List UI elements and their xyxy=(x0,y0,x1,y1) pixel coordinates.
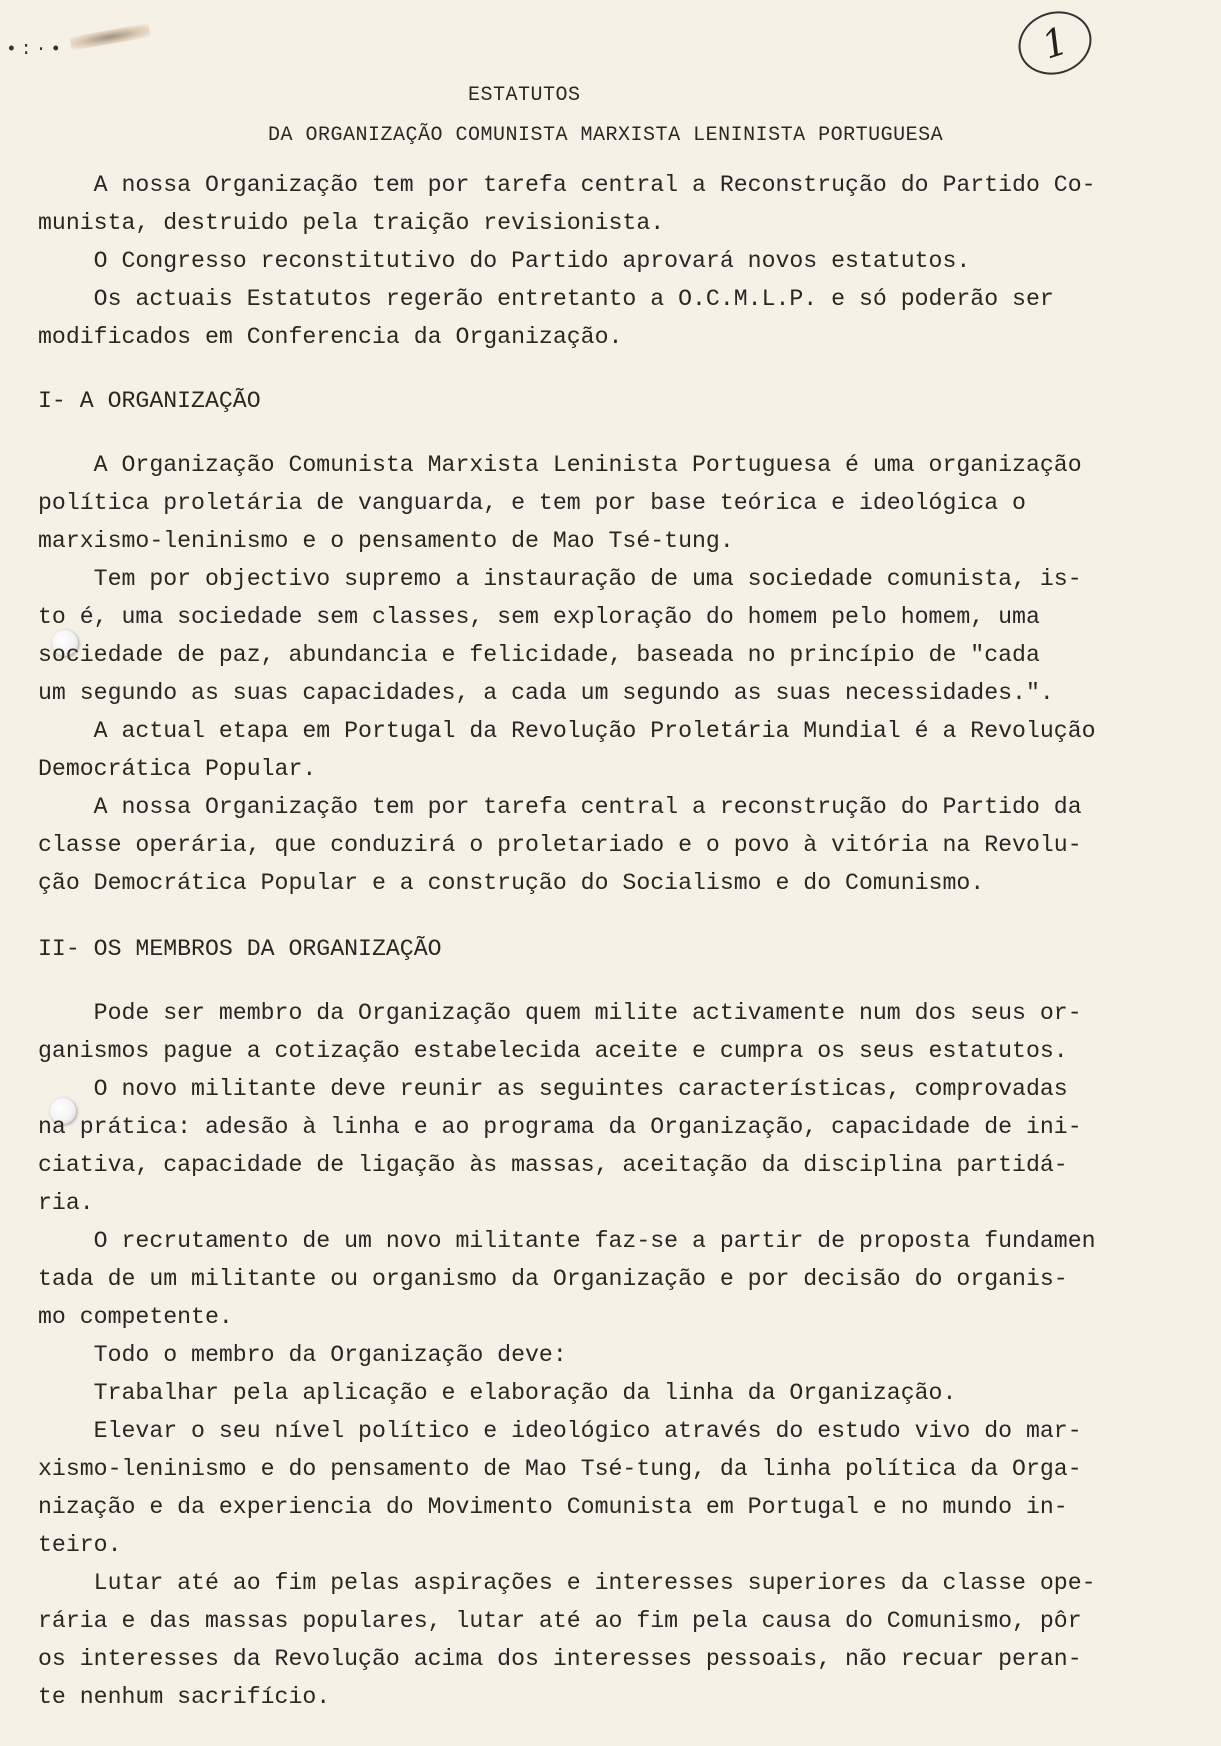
text-line: os interesses da Revolução acima dos interesses pessoais, não recuar peran- xyxy=(38,1646,1082,1672)
text-line: um segundo as suas capacidades, a cada um segundo as suas necessidades.". xyxy=(38,680,1054,706)
text-line: nização e da experiencia do Movimento Comunista em Portugal e no mundo in- xyxy=(38,1494,1068,1520)
text-line: classe operária, que conduzirá o proletariado e o povo à vitória na Revolu- xyxy=(38,832,1082,858)
ink-smudge xyxy=(69,23,150,51)
margin-dots: •:·• xyxy=(6,40,66,60)
text-line: A nossa Organização tem por tarefa central a Reconstrução do Partido Co- xyxy=(38,172,1096,198)
section-heading: I- A ORGANIZAÇÃO xyxy=(38,388,261,414)
document-subtitle: DA ORGANIZAÇÃO COMUNISTA MARXISTA LENINISTA PORTUGUESA xyxy=(268,124,944,147)
text-line: Trabalhar pela aplicação e elaboração da linha da Organização. xyxy=(38,1380,957,1406)
text-line: ganismos pague a cotização estabelecida aceite e cumpra os seus estatutos. xyxy=(38,1038,1068,1064)
text-line: modificados em Conferencia da Organização. xyxy=(38,324,623,350)
text-line: Democrática Popular. xyxy=(38,756,317,782)
text-line: Pode ser membro da Organização quem milite activamente num dos seus or- xyxy=(38,1000,1082,1026)
text-line: Todo o membro da Organização deve: xyxy=(38,1342,567,1368)
text-line: sociedade de paz, abundancia e felicidade, baseada no princípio de "cada xyxy=(38,642,1040,668)
text-line: te nenhum sacrifício. xyxy=(38,1684,331,1710)
text-line: rária e das massas populares, lutar até ao fim pela causa do Comunismo, pôr xyxy=(38,1608,1082,1634)
text-line: O Congresso reconstitutivo do Partido aprovará novos estatutos. xyxy=(38,248,971,274)
text-line: teiro. xyxy=(38,1532,122,1558)
document-title: ESTATUTOS xyxy=(468,84,581,107)
text-line: ciativa, capacidade de ligação às massas, aceitação da disciplina partidá- xyxy=(38,1152,1068,1178)
text-line: to é, uma sociedade sem classes, sem exploração do homem pelo homem, uma xyxy=(38,604,1040,630)
text-line: Tem por objectivo supremo a instauração de uma sociedade comunista, is- xyxy=(38,566,1082,592)
text-line: Elevar o seu nível político e ideológico através do estudo vivo do mar- xyxy=(38,1418,1082,1444)
text-line: marxismo-leninismo e o pensamento de Mao Tsé-tung. xyxy=(38,528,734,554)
text-line: A actual etapa em Portugal da Revolução Proletária Mundial é a Revolução xyxy=(38,718,1096,744)
text-line: munista, destruido pela traição revisionista. xyxy=(38,210,665,236)
text-line: ria. xyxy=(38,1190,94,1216)
text-line: Os actuais Estatutos regerão entretanto a O.C.M.L.P. e só poderão ser xyxy=(38,286,1054,312)
text-line: ção Democrática Popular e a construção do Socialismo e do Comunismo. xyxy=(38,870,985,896)
text-line: O recrutamento de um novo militante faz-se a partir de proposta fundamen xyxy=(38,1228,1096,1254)
text-line: A nossa Organização tem por tarefa central a reconstrução do Partido da xyxy=(38,794,1082,820)
text-line: na prática: adesão à linha e ao programa da Organização, capacidade de ini- xyxy=(38,1114,1082,1140)
text-line: política proletária de vanguarda, e tem por base teórica e ideológica o xyxy=(38,490,1026,516)
text-line: Lutar até ao fim pelas aspirações e interesses superiores da classe ope- xyxy=(38,1570,1096,1596)
text-line: O novo militante deve reunir as seguintes características, comprovadas xyxy=(38,1076,1068,1102)
text-line: tada de um militante ou organismo da Organização e por decisão do organis- xyxy=(38,1266,1068,1292)
page-number: 1 xyxy=(1010,2,1100,84)
section-heading: II- OS MEMBROS DA ORGANIZAÇÃO xyxy=(38,936,442,962)
text-line: mo competente. xyxy=(38,1304,233,1330)
text-line: xismo-leninismo e do pensamento de Mao Tsé-tung, da linha política da Orga- xyxy=(38,1456,1082,1482)
text-line: A Organização Comunista Marxista Leninista Portuguesa é uma organização xyxy=(38,452,1082,478)
